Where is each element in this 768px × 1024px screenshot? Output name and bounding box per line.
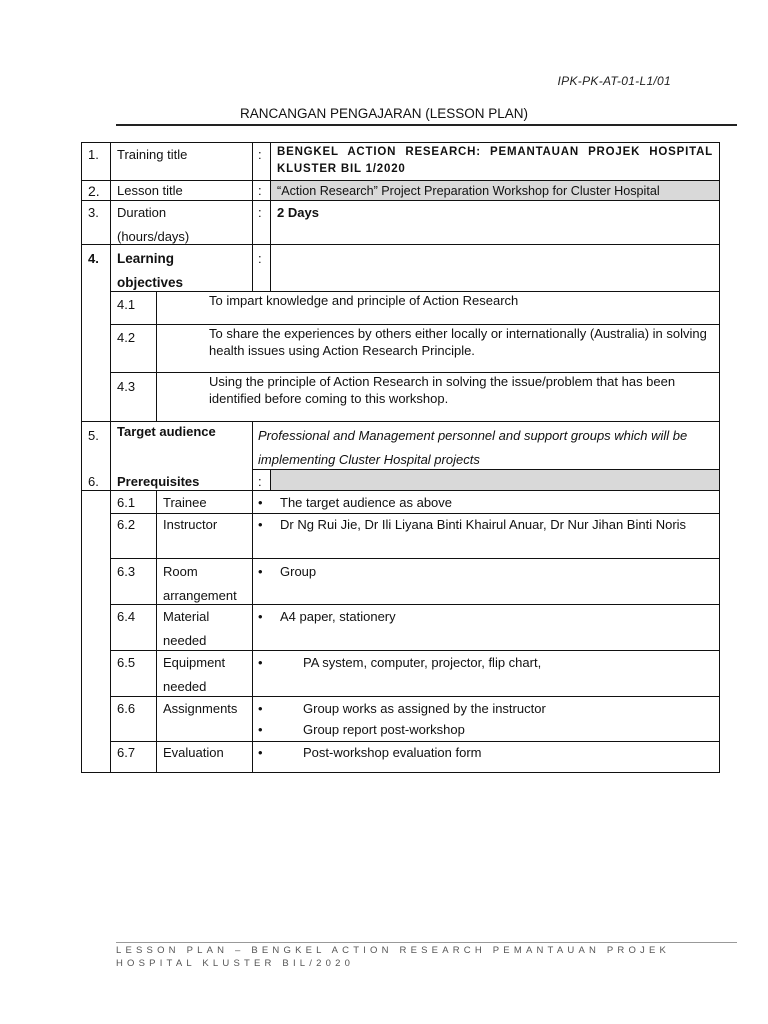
prereq-number: 6.7	[117, 745, 136, 760]
bullet-icon: •	[258, 517, 263, 532]
colon: :	[258, 205, 262, 220]
row-number: 3.	[88, 205, 99, 220]
prereq-number: 6.2	[117, 517, 136, 532]
prereq-number: 6.3	[117, 564, 136, 579]
objective-text: To impart knowledge and principle of Action Research	[209, 293, 519, 308]
objective-number: 4.3	[117, 379, 136, 394]
prereq-number: 6.5	[117, 655, 136, 670]
bullet-icon: •	[258, 609, 263, 624]
colon: :	[258, 183, 262, 198]
objective-number: 4.1	[117, 297, 136, 312]
column-divider	[156, 291, 157, 422]
footer-rule	[116, 942, 737, 943]
duration-value: 2 Days	[277, 205, 319, 220]
prereq-item: A4 paper, stationery	[280, 609, 396, 624]
bullet-icon: •	[258, 745, 263, 760]
table-border-right	[719, 142, 720, 773]
prereq-label: Material needed	[163, 609, 210, 648]
colon: :	[258, 147, 262, 162]
bullet-icon: •	[258, 564, 263, 579]
objective-text: Using the principle of Action Research in solving the issue/problem that has been identified before coming to this workshop.	[209, 374, 676, 406]
table-border-left	[81, 142, 82, 773]
bullet-icon: •	[258, 722, 263, 737]
prereq-label: Evaluation	[163, 745, 224, 760]
prereq-item: Post-workshop evaluation form	[303, 745, 482, 760]
prereq-number: 6.1	[117, 495, 136, 510]
prereq-item: The target audience as above	[280, 495, 453, 510]
prereq-number: 6.4	[117, 609, 136, 624]
row-number: 2.	[88, 183, 100, 199]
lesson-title-value: “Action Research” Project Preparation Workshop for Cluster Hospital	[277, 184, 660, 198]
prereq-item: Group report post-workshop	[303, 722, 465, 737]
bullet-icon: •	[258, 655, 263, 670]
objective-text: To share the experiences by others either locally or internationally (Australia) in solving health issues using Action Research Principle.	[209, 326, 707, 358]
prereq-label: Assignments	[163, 701, 238, 716]
target-audience-label: Target audience	[117, 424, 216, 439]
prereq-item: PA system, computer, projector, flip chart,	[303, 655, 542, 670]
column-divider	[252, 421, 253, 773]
document-title: RANCANGAN PENGAJARAN (LESSON PLAN)	[239, 106, 529, 121]
row-number: 6.	[88, 474, 99, 489]
column-divider	[252, 142, 253, 292]
document-code: IPK-PK-AT-01-L1/01	[557, 74, 671, 88]
prereq-item: Group works as assigned by the instructor	[303, 701, 546, 716]
column-divider	[270, 142, 271, 292]
objective-number: 4.2	[117, 330, 136, 345]
target-audience-value: Professional and Management personnel and support groups which will be implementing Cluster Hospital projects	[258, 428, 688, 467]
column-divider	[110, 142, 111, 773]
table-border-bottom	[81, 772, 720, 773]
lesson-title-label: Lesson title	[117, 183, 183, 198]
training-title-label: Training title	[117, 147, 188, 162]
row-number: 4.	[88, 251, 99, 266]
prereq-label: Instructor	[163, 517, 218, 532]
prereq-label: Trainee	[163, 495, 207, 510]
duration-label: Duration (hours/days)	[117, 205, 190, 244]
prereq-item: Group	[280, 564, 317, 579]
learning-objectives-label: Learning objectives	[117, 251, 184, 290]
footer-text: LESSON PLAN – BENGKEL ACTION RESEARCH PEMANTAUAN PROJEK HOSPITAL KLUSTER BIL/2020	[116, 945, 671, 969]
row-number: 5.	[88, 428, 99, 443]
title-underline	[116, 124, 737, 126]
bullet-icon: •	[258, 495, 263, 510]
prereq-label: Room arrangement	[163, 564, 237, 603]
column-divider	[156, 490, 157, 773]
prereq-label: Equipment needed	[163, 655, 226, 694]
row-divider	[110, 558, 720, 559]
prerequisites-shade	[271, 470, 719, 490]
training-title-value: BENGKEL ACTION RESEARCH: PEMANTAUAN PROJEK HOSPITAL KLUSTER BIL 1/2020	[277, 146, 713, 175]
row-number: 1.	[88, 147, 99, 162]
prerequisites-label: Prerequisites	[117, 474, 200, 489]
prereq-item: Dr Ng Rui Jie, Dr Ili Liyana Binti Khairul Anuar, Dr Nur Jihan Binti Noris	[280, 517, 687, 532]
colon: :	[258, 251, 262, 266]
bullet-icon: •	[258, 701, 263, 716]
colon: :	[258, 474, 262, 489]
column-divider	[270, 469, 271, 491]
prereq-number: 6.6	[117, 701, 136, 716]
